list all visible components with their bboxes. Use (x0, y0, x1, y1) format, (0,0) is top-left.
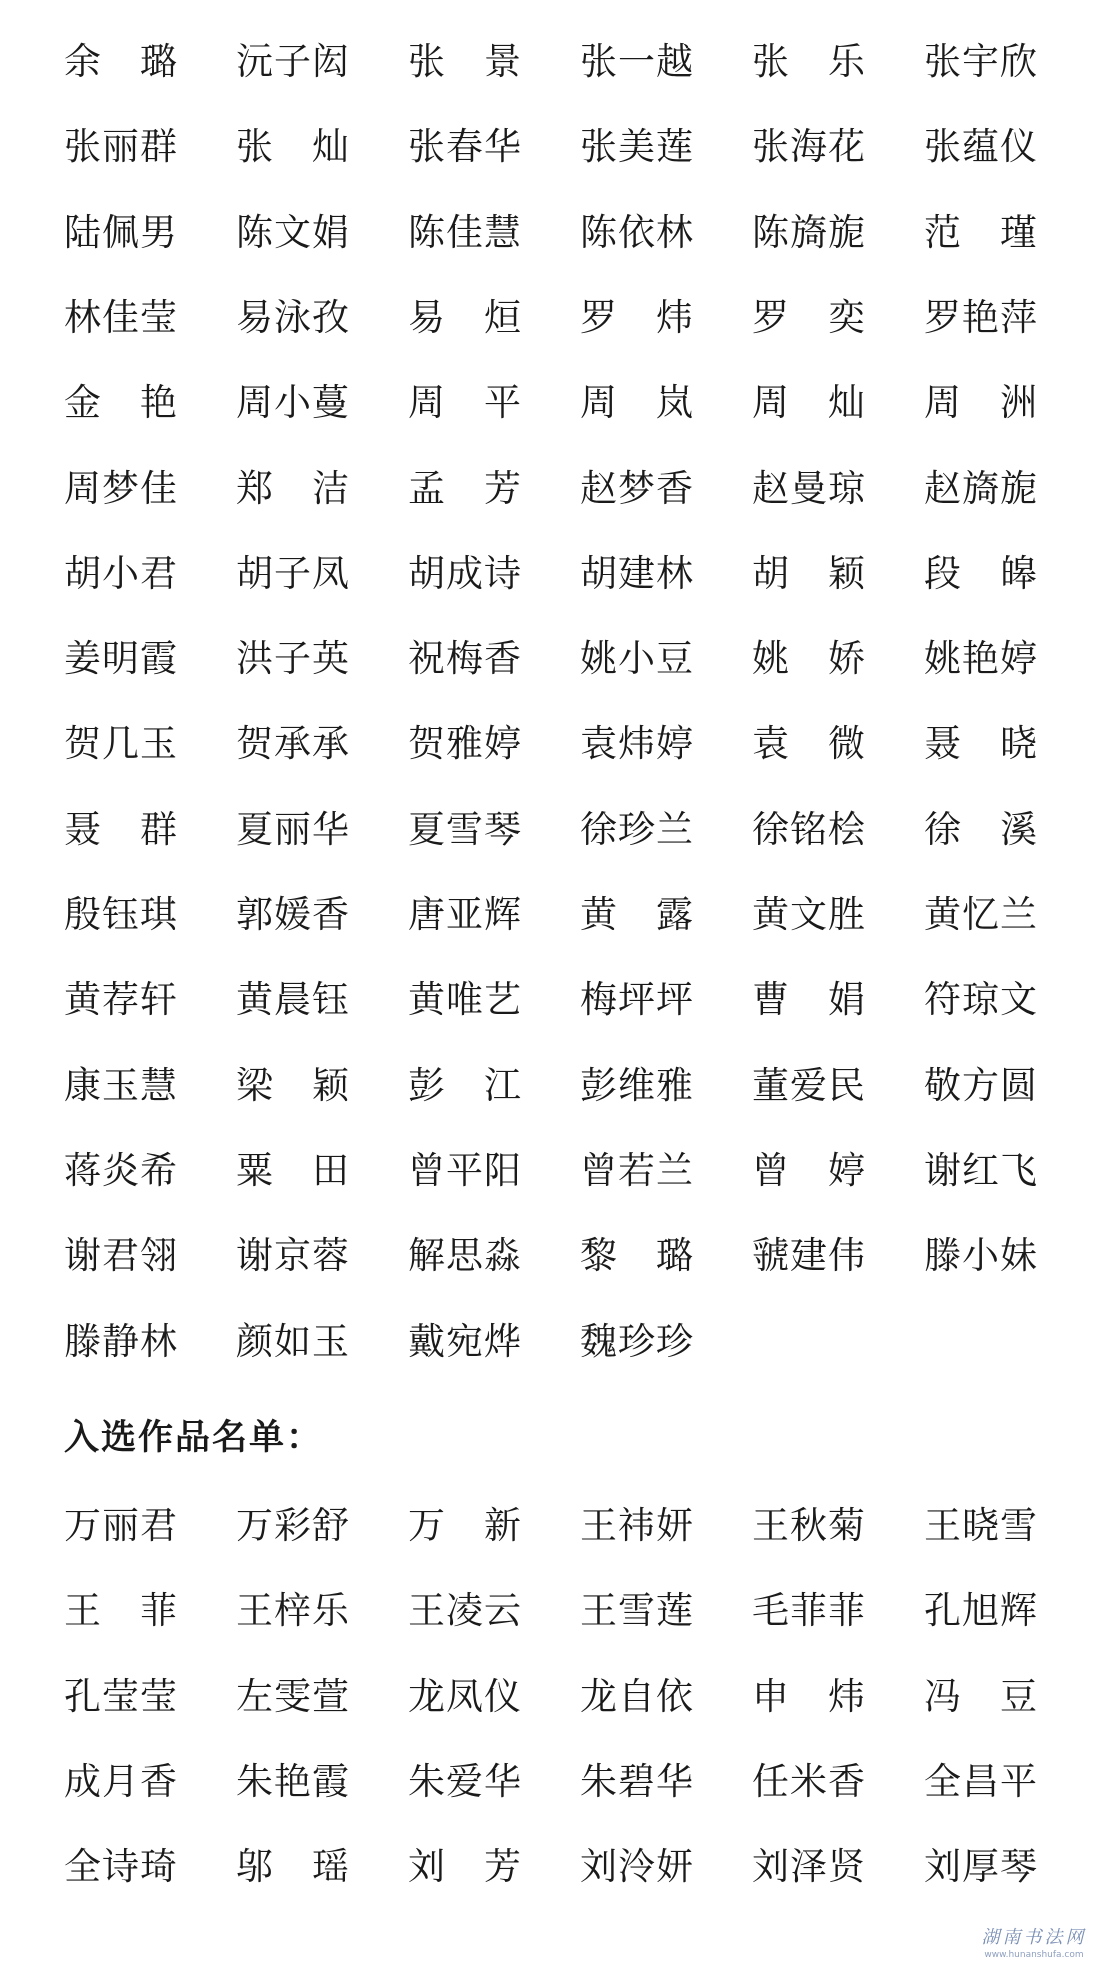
name-entry: 郭媛香 (236, 893, 350, 936)
name-entry: 万丽君 (64, 1504, 178, 1547)
name-entry: 王 菲 (64, 1589, 178, 1633)
name-entry: 虢建伟 (752, 1234, 866, 1278)
name-row (0, 957, 1115, 1043)
name-row (0, 1824, 1115, 1910)
name-entry: 张 灿 (236, 125, 350, 169)
name-entry: 胡建林 (580, 551, 694, 595)
name-entry: 祝梅香 (408, 637, 522, 681)
name-entry: 罗艳萍 (924, 295, 1038, 339)
name-entry: 彭维雅 (580, 1063, 694, 1107)
name-entry: 谢红飞 (924, 1148, 1038, 1192)
name-entry: 左雯萱 (236, 1674, 350, 1718)
name-entry: 王秋菊 (752, 1504, 866, 1547)
name-entry: 林佳莹 (64, 295, 178, 339)
name-entry: 洪子英 (236, 637, 350, 681)
name-entry: 易 烜 (408, 295, 522, 339)
name-entry: 黄荐轩 (64, 978, 178, 1022)
name-entry: 张美莲 (580, 125, 694, 169)
name-entry: 冯 豆 (924, 1674, 1038, 1718)
name-entry: 胡成诗 (408, 551, 522, 595)
name-entry: 张 乐 (752, 40, 866, 83)
name-row (0, 872, 1115, 958)
name-entry: 张春华 (408, 125, 522, 169)
name-entry: 龙自依 (580, 1674, 694, 1718)
name-entry: 赵曼琼 (752, 466, 866, 510)
name-entry: 戴宛烨 (408, 1319, 522, 1363)
name-entry: 刘泠妍 (580, 1845, 694, 1889)
name-entry: 蒋炎希 (64, 1148, 178, 1192)
name-entry: 陈依林 (580, 210, 694, 254)
watermark-url: www.hunanshufa.com (984, 1950, 1084, 1960)
name-entry: 聂 晓 (924, 722, 1038, 766)
name-row (0, 360, 1115, 446)
name-entry: 刘 芳 (408, 1845, 522, 1889)
name-entry: 张丽群 (64, 125, 178, 169)
name-row (0, 787, 1115, 873)
name-entry: 赵旖旎 (924, 466, 1038, 510)
name-entry: 陈旖旎 (752, 210, 866, 254)
name-entry: 张宇欣 (924, 40, 1038, 83)
name-entry: 谢京蓉 (236, 1234, 350, 1278)
name-row (0, 1654, 1115, 1740)
name-row (0, 190, 1115, 276)
name-entry: 滕静林 (64, 1319, 178, 1363)
name-entry: 王祎妍 (580, 1504, 694, 1547)
name-entry: 陈佳慧 (408, 210, 522, 254)
name-entry: 赵梦香 (580, 466, 694, 510)
name-row (0, 1739, 1115, 1825)
name-entry: 陆佩男 (64, 210, 178, 254)
name-entry: 贺几玉 (64, 722, 178, 766)
name-entry: 梁 颖 (236, 1063, 350, 1107)
name-row (0, 1043, 1115, 1129)
name-entry: 全诗琦 (64, 1845, 178, 1889)
name-entry: 符琼文 (924, 978, 1038, 1022)
name-row (0, 1213, 1115, 1299)
name-entry: 成月香 (64, 1759, 178, 1803)
name-entry: 毛菲菲 (752, 1589, 866, 1633)
name-entry: 余 璐 (64, 40, 178, 83)
name-entry: 姚艳婷 (924, 637, 1038, 681)
name-entry: 聂 群 (64, 807, 178, 851)
name-entry: 敬方圆 (924, 1063, 1038, 1107)
name-entry: 唐亚辉 (408, 893, 522, 936)
name-entry: 袁炜婷 (580, 722, 694, 766)
name-entry: 曾 婷 (752, 1148, 866, 1192)
watermark-logo: 湖南书法网 (981, 1927, 1087, 1948)
name-entry: 颜如玉 (236, 1319, 350, 1363)
name-entry: 孔旭辉 (924, 1589, 1038, 1633)
name-entry: 沅子闳 (236, 40, 350, 83)
name-entry: 周 洲 (924, 381, 1038, 425)
name-entry: 郑 洁 (236, 466, 350, 510)
name-entry: 粟 田 (236, 1148, 350, 1192)
name-entry: 段 皞 (924, 551, 1038, 595)
name-entry: 贺雅婷 (408, 722, 522, 766)
name-entry: 夏丽华 (236, 807, 350, 851)
name-entry: 张 景 (408, 40, 522, 83)
name-entry: 朱艳霞 (236, 1759, 350, 1803)
name-row (0, 1128, 1115, 1214)
name-entry: 黄唯艺 (408, 978, 522, 1022)
name-entry: 周 灿 (752, 381, 866, 425)
name-entry: 罗 炜 (580, 295, 694, 339)
name-entry: 康玉慧 (64, 1063, 178, 1107)
name-entry: 任米香 (752, 1759, 866, 1803)
name-entry: 曾若兰 (580, 1148, 694, 1192)
section-title-selected-works: 入选作品名单： (64, 1418, 324, 1458)
name-entry: 姚小豆 (580, 637, 694, 681)
name-entry: 胡小君 (64, 551, 178, 595)
name-entry: 王梓乐 (236, 1589, 350, 1633)
name-entry: 滕小妹 (924, 1234, 1038, 1278)
name-entry: 刘厚琴 (924, 1845, 1038, 1889)
name-row (0, 1483, 1115, 1569)
name-entry: 解思淼 (408, 1234, 522, 1278)
site-watermark (979, 1927, 1089, 1969)
name-entry: 易泳孜 (236, 295, 350, 339)
name-entry: 龙凤仪 (408, 1674, 522, 1718)
name-entry: 徐珍兰 (580, 807, 694, 851)
name-entry: 周 岚 (580, 381, 694, 425)
name-entry: 周小蔓 (236, 381, 350, 425)
name-entry: 曹 娟 (752, 978, 866, 1022)
name-entry: 全昌平 (924, 1759, 1038, 1803)
name-entry: 万 新 (408, 1504, 522, 1547)
name-entry: 王凌云 (408, 1589, 522, 1633)
name-entry: 姚 娇 (752, 637, 866, 681)
name-row (0, 104, 1115, 190)
name-entry: 彭 江 (408, 1063, 522, 1107)
name-entry: 孔莹莹 (64, 1674, 178, 1718)
name-entry: 金 艳 (64, 381, 178, 425)
name-entry: 梅坪坪 (580, 978, 694, 1022)
name-entry: 孟 芳 (408, 466, 522, 510)
name-entry: 罗 奕 (752, 295, 866, 339)
name-row (0, 19, 1115, 105)
name-entry: 朱爱华 (408, 1759, 522, 1803)
name-entry: 张蕴仪 (924, 125, 1038, 169)
name-entry: 夏雪琴 (408, 807, 522, 851)
name-row (0, 616, 1115, 702)
name-entry: 胡子凤 (236, 551, 350, 595)
name-entry: 徐 溪 (924, 807, 1038, 851)
name-entry: 谢君翎 (64, 1234, 178, 1278)
name-entry: 张一越 (580, 40, 694, 83)
name-row (0, 1568, 1115, 1654)
name-entry: 贺承承 (236, 722, 350, 766)
name-entry: 王晓雪 (924, 1504, 1038, 1547)
name-entry: 申 炜 (752, 1674, 866, 1718)
name-entry: 张海花 (752, 125, 866, 169)
name-entry: 曾平阳 (408, 1148, 522, 1192)
name-entry: 范 瑾 (924, 210, 1038, 254)
name-row (0, 446, 1115, 532)
name-entry: 邬 瑶 (236, 1845, 350, 1889)
name-entry: 殷钰琪 (64, 893, 178, 936)
name-row (0, 701, 1115, 787)
name-entry: 胡 颖 (752, 551, 866, 595)
name-entry: 黄晨钰 (236, 978, 350, 1022)
name-entry: 朱碧华 (580, 1759, 694, 1803)
name-row (0, 1299, 1115, 1385)
name-entry: 袁 微 (752, 722, 866, 766)
name-entry: 徐铭桧 (752, 807, 866, 851)
name-entry: 黎 璐 (580, 1234, 694, 1278)
name-entry: 周梦佳 (64, 466, 178, 510)
name-entry: 黄 露 (580, 893, 694, 936)
name-entry: 万彩舒 (236, 1504, 350, 1547)
name-entry: 周 平 (408, 381, 522, 425)
name-row (0, 275, 1115, 361)
name-entry: 刘泽贤 (752, 1845, 866, 1889)
name-entry: 魏珍珍 (580, 1319, 694, 1363)
name-entry: 黄文胜 (752, 893, 866, 936)
name-entry: 王雪莲 (580, 1589, 694, 1633)
name-entry: 董爱民 (752, 1063, 866, 1107)
name-entry: 黄忆兰 (924, 893, 1038, 936)
name-entry: 陈文娟 (236, 210, 350, 254)
name-row (0, 531, 1115, 617)
name-entry: 姜明霞 (64, 637, 178, 681)
